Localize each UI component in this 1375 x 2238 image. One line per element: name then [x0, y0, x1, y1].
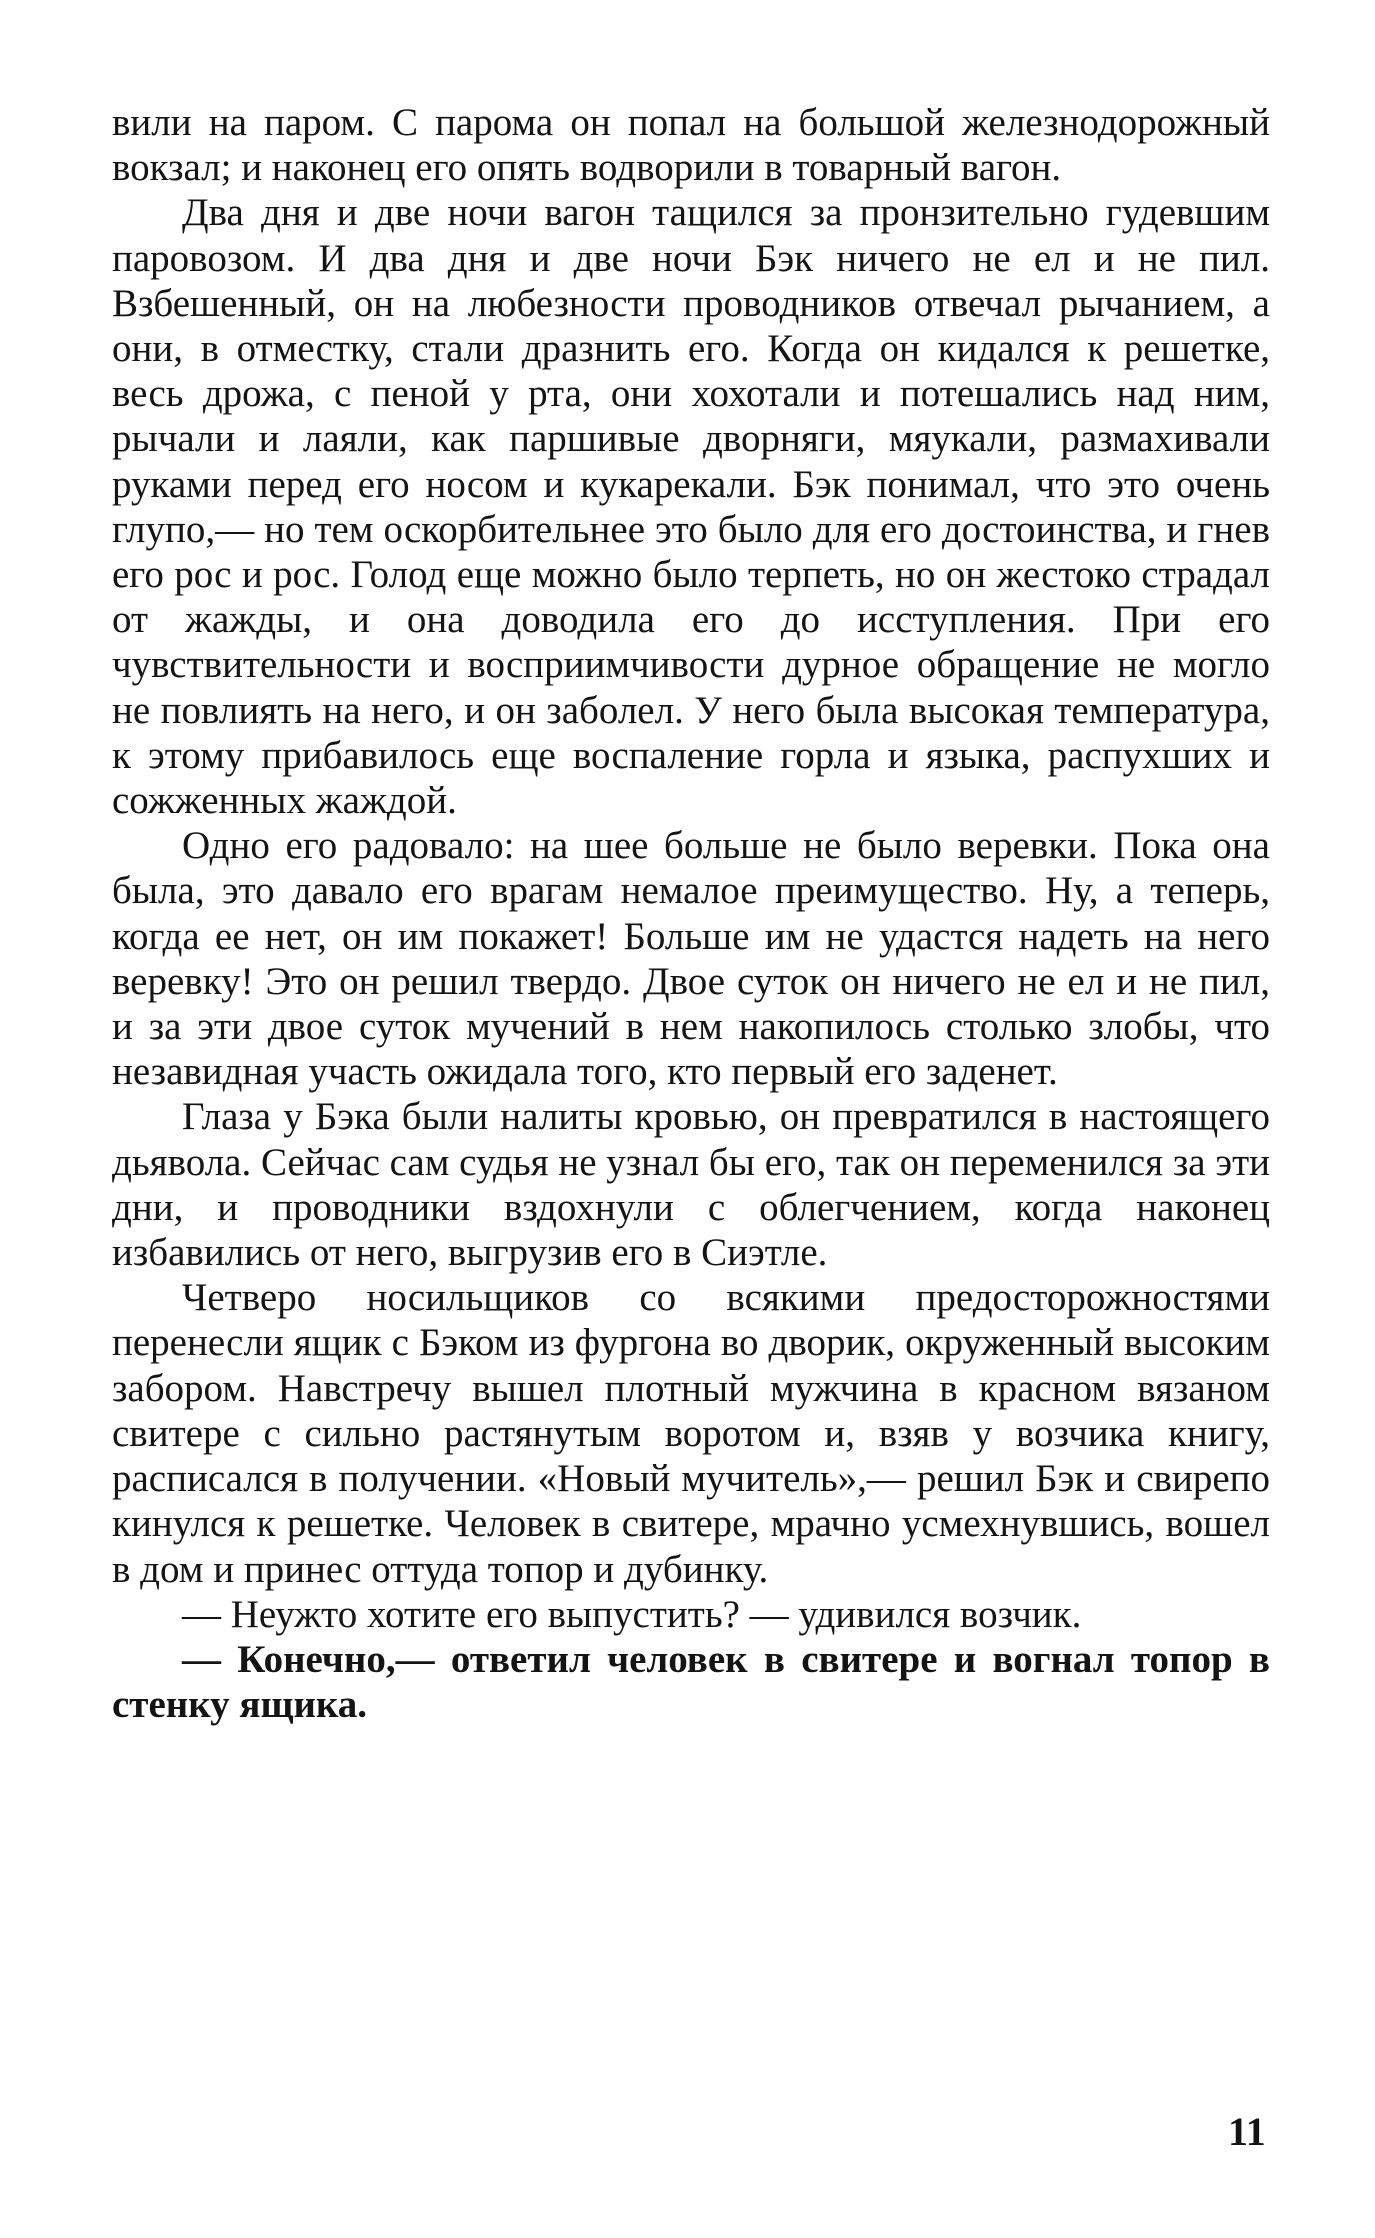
paragraph: Четверо носильщиков со всякими предосторожностями перенесли ящик с Бэком из фургона во дворик, окруженный высоким забором. Навстречу вышел плотный мужчина в красном вязаном свитере с сильно растянутым воротом и, взяв у возчика книгу, расписался в получении. «Новый мучитель»,— решил Бэк и свирепо кинулся к решетке. Человек в свитере, мрачно усмехнувшись, вошел в дом и принес оттуда топор и дубинку. — [112, 1276, 1270, 1591]
paragraph: Одно его радовало: на шее больше не было веревки. Пока она была, это давало его врагам немалое преимущество. Ну, а теперь, когда ее нет, он им покажет! Больше им не удастся надеть на него веревку! Это он решил твердо. Двое суток он ничего не ел и не пил, и за эти двое суток мучений в нем накопилось столько злобы, что незавидная участь ожидала того, кто первый его заденет. — [112, 824, 1270, 1094]
paragraph: Два дня и две ночи вагон тащился за пронзительно гудевшим паровозом. И два дня и две ночи Бэк ничего не ел и не пил. Взбешенный, он на любезности проводников отвечал рычанием, а они, в отместку, стали дразнить его. Когда он кидался к решетке, весь дрожа, с пеной у рта, они хохотали и потешались над ним, рычали и лаяли, как паршивые дворняги, мяукали, размахивали руками перед его носом и кукарекали. Бэк понимал, что это очень глупо,— но тем оскорбительнее это было для его достоинства, и гнев его рос и рос. Голод еще можно было терпеть, но он жестоко страдал от жажды, и она доводила его до исступления. При его чувствительности и восприимчивости дурное обращение не могло не повлиять на него, и он заболел. У него была высокая температура, к этому прибавилось еще воспаление горла и языка, распухших и сожженных жаждой. — [112, 191, 1270, 823]
paragraph: Глаза у Бэка были налиты кровью, он превратился в настоящего дьявола. Сейчас сам судья не узнал бы его, так он переменился за эти дни, и проводники вздохнули с облегчением, когда наконец избавились от него, выгрузив его в Сиэтле. — [112, 1095, 1270, 1275]
page-number: 11 — [1228, 2109, 1266, 2154]
body-text — [112, 100, 1270, 1727]
paragraph-continued: вили на паром. С парома он попал на большой железнодорожный вокзал; и наконец его опять водворили в товарный вагон. — [112, 101, 1270, 190]
dialogue-line: — Неужто хотите его выпустить? — удивился возчик. — [182, 1592, 1082, 1636]
dialogue-line: — Конечно,— ответил человек в свитере и вогнал топор в стенку ящика. — [112, 1637, 1270, 1727]
